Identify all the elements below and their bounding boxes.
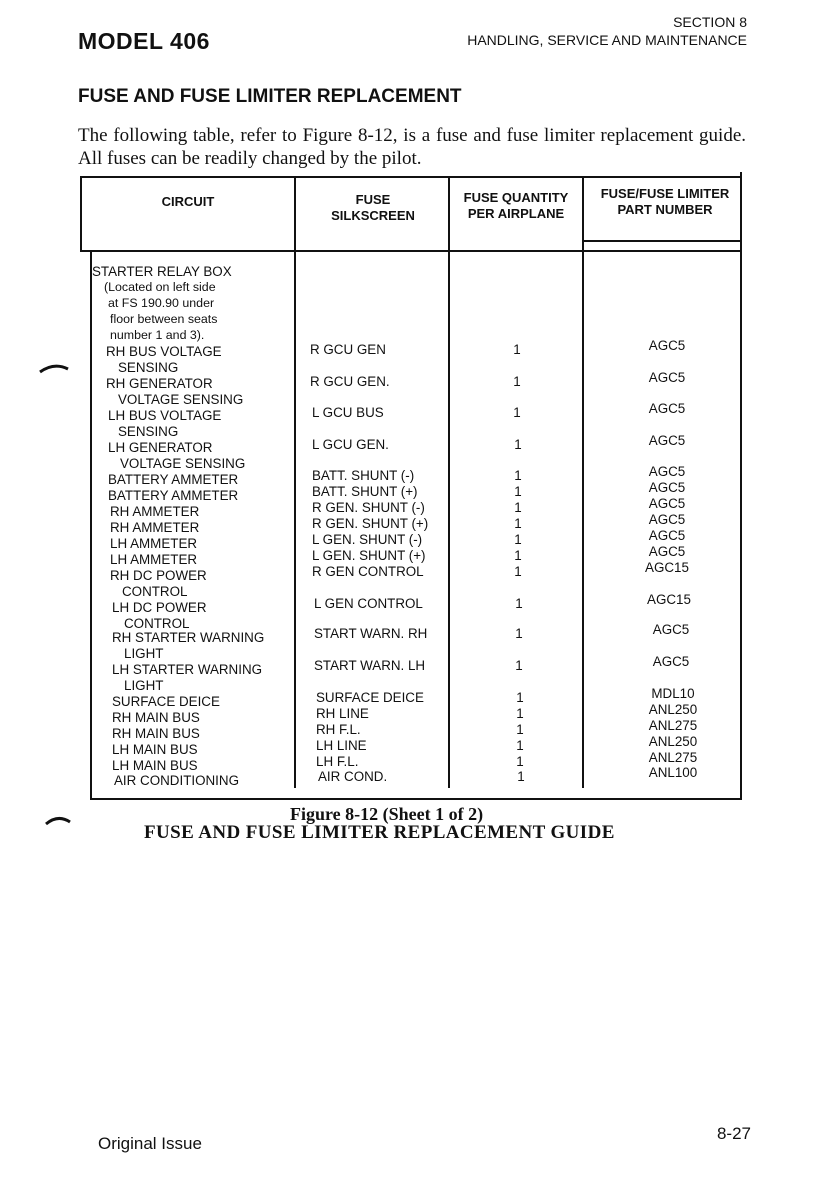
model-title: MODEL 406	[78, 28, 210, 54]
part-number-cell: AGC5	[652, 622, 690, 637]
circuit-line: number 1 and 3).	[110, 328, 205, 342]
quantity-cell: 1	[515, 658, 523, 673]
part-number-cell: AGC5	[648, 370, 686, 385]
circuit-line: BATTERY AMMETER	[108, 472, 239, 487]
part-number-cell: AGC5	[648, 401, 686, 416]
circuit-line: floor between seats	[110, 312, 218, 326]
part-number-cell: AGC5	[648, 433, 686, 448]
circuit-line: LIGHT	[124, 646, 164, 661]
silkscreen-cell: R GCU GEN	[310, 342, 386, 357]
circuit-line: LH DC POWER	[112, 600, 207, 615]
quantity-cell: 1	[516, 754, 524, 769]
circuit-line: STARTER RELAY BOX	[92, 264, 232, 279]
part-number-cell: AGC5	[652, 654, 690, 669]
silkscreen-cell: SURFACE DEICE	[316, 690, 424, 705]
quantity-cell: 1	[513, 374, 521, 389]
quantity-cell: 1	[514, 516, 522, 531]
part-number-cell: AGC15	[645, 560, 689, 575]
part-number-cell: ANL275	[648, 718, 698, 733]
page-heading: FUSE AND FUSE LIMITER REPLACEMENT	[78, 86, 462, 107]
silkscreen-cell: RH LINE	[316, 706, 369, 721]
silkscreen-cell: RH F.L.	[316, 722, 361, 737]
circuit-line: LH GENERATOR	[108, 440, 213, 455]
circuit-line: SENSING	[118, 424, 179, 439]
circuit-line: VOLTAGE SENSING	[118, 392, 244, 407]
quantity-cell: 1	[513, 342, 521, 357]
quantity-cell: 1	[514, 484, 522, 499]
silkscreen-cell: L GEN CONTROL	[314, 596, 423, 611]
circuit-line: RH MAIN BUS	[112, 726, 200, 741]
circuit-line: at FS 190.90 under	[108, 296, 215, 310]
part-number-cell: AGC15	[647, 592, 691, 607]
circuit-line: RH AMMETER	[110, 520, 200, 535]
revision-mark-icon	[38, 360, 72, 374]
part-number-cell: AGC5	[648, 496, 686, 511]
circuit-line: SURFACE DEICE	[112, 694, 220, 709]
header-silkscreen: FUSE SILKSCREEN	[331, 192, 415, 223]
circuit-line: VOLTAGE SENSING	[120, 456, 246, 471]
part-number-cell: AGC5	[648, 464, 686, 479]
silkscreen-cell: LH LINE	[316, 738, 367, 753]
quantity-cell: 1	[516, 706, 524, 721]
part-number-cell: ANL250	[648, 734, 698, 749]
circuit-line: RH BUS VOLTAGE	[106, 344, 222, 359]
silkscreen-cell: BATT. SHUNT (-)	[312, 468, 415, 483]
intro-paragraph: The following table, refer to Figure 8-12, is a fuse and fuse limiter replacement guide. All fuses can be readily changed by the pilot.	[78, 125, 746, 169]
circuit-line: RH STARTER WARNING	[112, 630, 265, 645]
circuit-line: LH MAIN BUS	[112, 742, 198, 757]
quantity-cell: 1	[516, 690, 524, 705]
silkscreen-cell: L GCU BUS	[312, 405, 384, 420]
part-number-cell: ANL100	[648, 765, 698, 780]
circuit-line: RH DC POWER	[110, 568, 207, 583]
section-title: HANDLING, SERVICE AND MAINTENANCE	[467, 32, 747, 48]
quantity-cell: 1	[514, 532, 522, 547]
silkscreen-cell: L GEN. SHUNT (+)	[312, 548, 426, 563]
quantity-cell: 1	[517, 769, 525, 784]
circuit-line: BATTERY AMMETER	[108, 488, 239, 503]
quantity-cell: 1	[514, 500, 522, 515]
silkscreen-cell: LH F.L.	[316, 754, 359, 769]
quantity-cell: 1	[516, 722, 524, 737]
silkscreen-cell: START WARN. LH	[314, 658, 426, 673]
silkscreen-cell: AIR COND.	[318, 769, 388, 784]
silkscreen-cell: BATT. SHUNT (+)	[312, 484, 418, 499]
silkscreen-cell: R GEN. SHUNT (+)	[312, 516, 429, 531]
part-number-cell: AGC5	[648, 338, 686, 353]
circuit-line: CONTROL	[124, 616, 190, 631]
header-quantity: FUSE QUANTITY PER AIRPLANE	[463, 190, 569, 221]
revision-mark-icon	[44, 812, 78, 826]
circuit-line: LIGHT	[124, 678, 164, 693]
silkscreen-cell: L GCU GEN.	[312, 437, 389, 452]
quantity-cell: 1	[516, 738, 524, 753]
part-number-cell: AGC5	[648, 512, 686, 527]
figure-caption: Figure 8-12 (Sheet 1 of 2)	[290, 804, 484, 824]
part-number-cell: ANL250	[648, 702, 698, 717]
circuit-line: LH AMMETER	[110, 552, 198, 567]
quantity-cell: 1	[514, 437, 522, 452]
page-number: 8-27	[716, 1124, 751, 1143]
circuit-line: RH MAIN BUS	[112, 710, 200, 725]
section-number: SECTION 8	[673, 14, 747, 30]
footer-issue: Original Issue	[98, 1134, 202, 1153]
circuit-line: LH STARTER WARNING	[112, 662, 263, 677]
silkscreen-cell: R GCU GEN.	[310, 374, 390, 389]
figure-title: FUSE AND FUSE LIMITER REPLACEMENT GUIDE	[144, 822, 615, 843]
quantity-cell: 1	[515, 596, 523, 611]
circuit-line: SENSING	[118, 360, 179, 375]
quantity-cell: 1	[514, 548, 522, 563]
silkscreen-cell: L GEN. SHUNT (-)	[312, 532, 423, 547]
silkscreen-cell: R GEN CONTROL	[312, 564, 424, 579]
header-circuit: CIRCUIT	[161, 194, 215, 209]
circuit-line: RH AMMETER	[110, 504, 200, 519]
part-number-cell: ANL275	[648, 750, 698, 765]
circuit-line: CONTROL	[122, 584, 188, 599]
header-part-number: FUSE/FUSE LIMITER PART NUMBER	[600, 186, 730, 217]
quantity-cell: 1	[513, 405, 521, 420]
quantity-cell: 1	[514, 468, 522, 483]
part-number-cell: AGC5	[648, 544, 686, 559]
circuit-line: AIR CONDITIONING	[114, 773, 239, 788]
silkscreen-cell: R GEN. SHUNT (-)	[312, 500, 425, 515]
circuit-line: LH BUS VOLTAGE	[108, 408, 222, 423]
quantity-cell: 1	[515, 626, 523, 641]
circuit-line: RH GENERATOR	[106, 376, 213, 391]
circuit-line: (Located on left side	[104, 280, 216, 294]
part-number-cell: AGC5	[648, 480, 686, 495]
circuit-line: LH AMMETER	[110, 536, 198, 551]
part-number-cell: AGC5	[648, 528, 686, 543]
silkscreen-cell: START WARN. RH	[314, 626, 428, 641]
part-number-cell: MDL10	[651, 686, 695, 701]
circuit-line: LH MAIN BUS	[112, 758, 198, 773]
quantity-cell: 1	[514, 564, 522, 579]
